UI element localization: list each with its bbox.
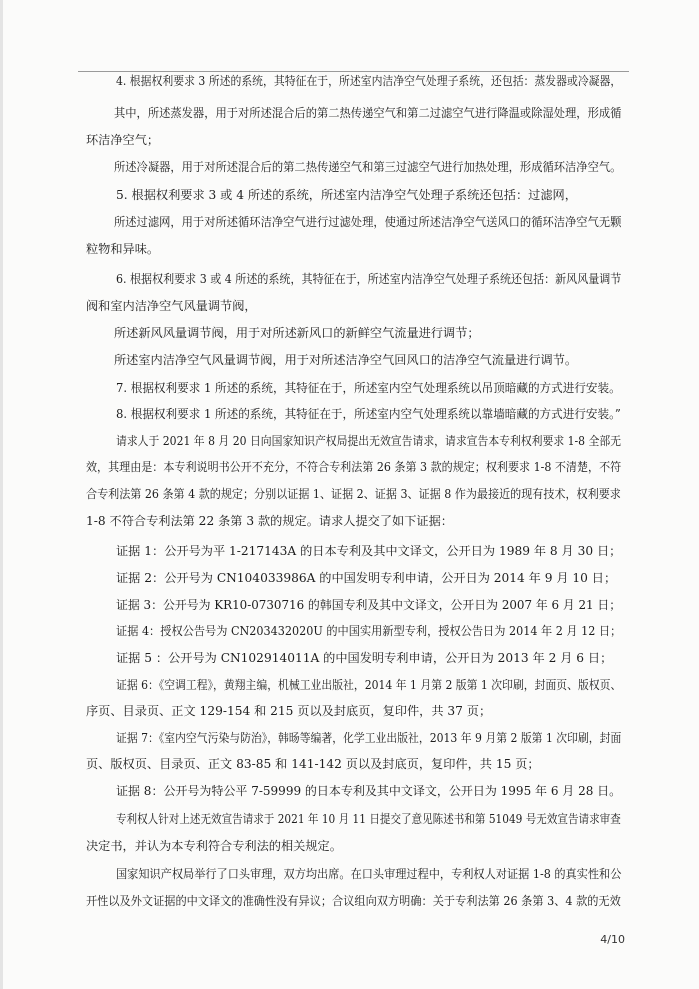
text-line-15: 效，其理由是：本专利说明书公开不充分，不符合专利法第 26 条第 3 款的规定；权利要求 1-8 不清楚，不符 [86,460,622,474]
evidence-7: 证据 7：《室内空气污染与防治》，韩旸等编著，化学工业出版社，2013 年 9 月第 2 版第 1 次印刷，封面 [116,731,622,745]
text-line-10: 所述新风风量调节阀，用于对所述新风口的新鲜空气流量进行调节； [114,326,480,340]
text-line-9: 阀和室内洁净空气风量调节阀， [86,299,257,313]
evidence-2: 证据 2：公开号为 CN104033986A 的中国发明专利申请，公开日为 2014 年 9 月 10 日； [116,571,617,585]
evidence-1: 证据 1：公开号为平 1-217143A 的日本专利及其中文译文，公开日为 1989 年 8 月 30 日； [116,544,622,558]
page-number: 4/10 [600,933,625,946]
text-line-4: 所述冷凝器，用于对所述混合后的第二热传递空气和第三过滤空气进行加热处理，形成循环洁净空气。 [114,160,622,174]
text-line-17: 1-8 不符合专利法第 22 条第 3 款的规定。请求人提交了如下证据： [86,514,453,528]
text-line-1: 4. 根据权利要求 3 所述的系统，其特征在于，所述室内洁净空气处理子系统，还包括：蒸发器或冷凝器， [116,74,622,88]
scan-edge [0,0,3,989]
text-line-2: 其中，所述蒸发器，用于对所述混合后的第二热传递空气和第二过滤空气进行降温或除湿处理，形成循 [114,106,622,120]
header-rule [78,71,629,72]
evidence-6-cont: 序页、目录页、正文 129-154 和 215 页以及封底页，复印件，共 37 页； [86,704,492,718]
text-line-29: 决定书，并认为本专利符合专利法的相关规定。 [86,839,342,853]
text-line-6: 所述过滤网，用于对所述循环洁净空气进行过滤处理，使通过所述洁净空气送风口的循环洁净空气无颗 [114,215,622,229]
evidence-8: 证据 8：公开号为特公平 7-59999 的日本专利及其中文译文，公开日为 1995 年 6 月 28 日。 [116,784,622,798]
evidence-3: 证据 3：公开号为 KR10-0730716 的韩国专利及其中文译文，公开日为 2007 年 6 月 21 日； [116,598,622,612]
text-line-28: 专利权人针对上述无效宣告请求于 2021 年 10 月 11 日提交了意见陈述书和第 51049 号无效宣告请求审查 [116,812,621,826]
text-line-13: 8. 根据权利要求 1 所述的系统，其特征在于，所述室内空气处理系统以靠墙暗藏的方式进行安装。” [116,407,621,421]
text-line-30: 国家知识产权局举行了口头审理，双方均出席。在口头审理过程中，专利权人对证据 1-8 的真实性和公 [116,867,622,881]
text-line-3: 环洁净空气； [86,133,160,147]
evidence-6: 证据 6：《空调工程》，黄翔主编，机械工业出版社，2014 年 1 月第 2 版第 1 次印刷，封面页、版权页、 [116,678,622,692]
evidence-7-cont: 页、版权页、目录页、正文 83-85 和 141-142 页以及封底页，复印件，共 15 页； [86,757,540,771]
text-line-14: 请求人于 2021 年 8 月 20 日向国家知识产权局提出无效宣告请求，请求宣告本专利权利要求 1-8 全部无 [116,434,622,448]
evidence-4: 证据 4：授权公告号为 CN203432020U 的中国实用新型专利，授权公告日为 2014 年 2 月 12 日； [116,624,622,638]
text-line-11: 所述室内洁净空气风量调节阀，用于对所述洁净空气回风口的洁净空气流量进行调节。 [114,353,578,367]
text-line-12: 7. 根据权利要求 1 所述的系统，其特征在于，所述室内空气处理系统以吊顶暗藏的方式进行安装。 [116,381,621,395]
text-line-7: 粒物和异味。 [86,242,160,256]
text-line-5: 5. 根据权利要求 3 或 4 所述的系统，所述室内洁净空气处理子系统还包括：过滤网， [116,188,577,202]
text-line-16: 合专利法第 26 条第 4 款的规定；分别以证据 1、证据 2、证据 3、证据 8 作为最接近的现有技术，权利要求 [86,487,621,501]
text-line-8: 6. 根据权利要求 3 或 4 所述的系统，其特征在于，所述室内洁净空气处理子系统还包括：新风风量调节 [116,272,622,286]
evidence-5: 证据 5 ：公开号为 CN102914011A 的中国发明专利申请，公开日为 2013 年 2 月 6 日； [116,651,613,665]
text-line-31: 开性以及外文证据的中文译文的准确性没有异议；合议组向双方明确：关于专利法第 26 条第 3、4 款的无效 [86,894,621,908]
